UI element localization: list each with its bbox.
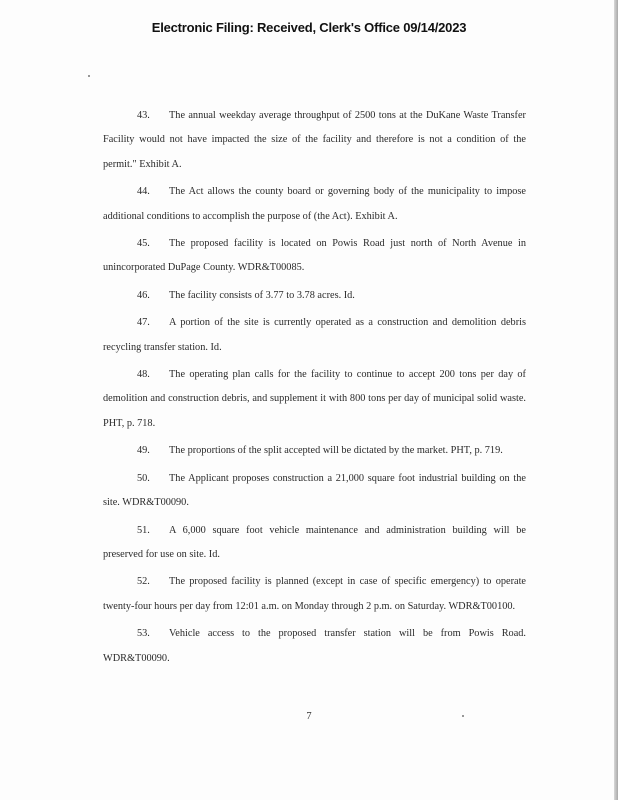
- paragraph-number: 50.: [137, 472, 150, 484]
- paragraph-text: The proportions of the split accepted will be dictated by the market. PHT, p. 719.: [169, 445, 503, 457]
- paragraph-text: The annual weekday average throughput of 2500 tons at the DuKane Waste Transfer Facility would not have impacted the size of the facility and therefore is not a condition of the permit." Exhibit A.: [103, 110, 526, 170]
- paragraph-number: 44.: [137, 186, 150, 198]
- paragraph-text: Vehicle access to the proposed transfer station will be from Powis Road. WDR&T00090.: [103, 628, 526, 664]
- paragraph-number: 49.: [137, 445, 150, 457]
- paragraph-text: A portion of the site is currently operated as a construction and demolition debris recycling transfer station. Id.: [103, 317, 526, 353]
- paragraph-text: The Applicant proposes construction a 21,000 square foot industrial building on the site. WDR&T00090.: [103, 472, 526, 509]
- paragraph-number: 47.: [137, 317, 150, 329]
- paragraph-number: 52.: [137, 576, 150, 588]
- paragraph-text: The proposed facility is located on Powis Road just north of North Avenue in unincorporated DuPage County. WDR&T00085.: [103, 238, 526, 274]
- paragraph-46: [103, 284, 526, 308]
- paragraph-50: [103, 467, 526, 516]
- paragraph-number: 43.: [137, 110, 150, 121]
- paragraph-43: [103, 104, 526, 177]
- paragraph-number: 46.: [137, 289, 150, 301]
- document-body: [103, 104, 526, 671]
- paragraph-number: 48.: [137, 369, 150, 381]
- paragraph-text: The facility consists of 3.77 to 3.78 acres. Id.: [169, 289, 355, 301]
- scan-edge: [614, 0, 618, 800]
- paragraph-text: The operating plan calls for the facility to continue to accept 200 tons per day of demolition and construction debris, and supplement it with 800 tons per day of municipal solid waste. PHT, p. 718.: [103, 369, 526, 429]
- paragraph-text: The proposed facility is planned (except in case of specific emergency) to operate twenty-four hours per day from 12:01 a.m. on Monday through 2 p.m. on Saturday. WDR&T00100.: [103, 576, 526, 612]
- filing-stamp: Electronic Filing: Received, Clerk's Office 09/14/2023: [151, 20, 467, 35]
- scan-speck: [88, 75, 90, 77]
- paragraph-44: [103, 180, 526, 229]
- paragraph-52: [103, 570, 526, 619]
- paragraph-53: [103, 622, 526, 671]
- page-number: 7: [306, 711, 312, 722]
- paragraph-number: 51.: [137, 524, 150, 536]
- paragraph-49: [103, 439, 526, 463]
- paragraph-47: [103, 311, 526, 360]
- paragraph-number: 53.: [137, 628, 150, 640]
- paragraph-number: 45.: [137, 238, 150, 250]
- paragraph-45: [103, 232, 526, 281]
- paragraph-text: The Act allows the county board or governing body of the municipality to impose additional conditions to accomplish the purpose of (the Act). Exhibit A.: [103, 186, 526, 222]
- paragraph-text: A 6,000 square foot vehicle maintenance and administration building will be preserved for use on site. Id.: [103, 524, 526, 560]
- paragraph-51: [103, 519, 526, 568]
- paragraph-48: [103, 363, 526, 436]
